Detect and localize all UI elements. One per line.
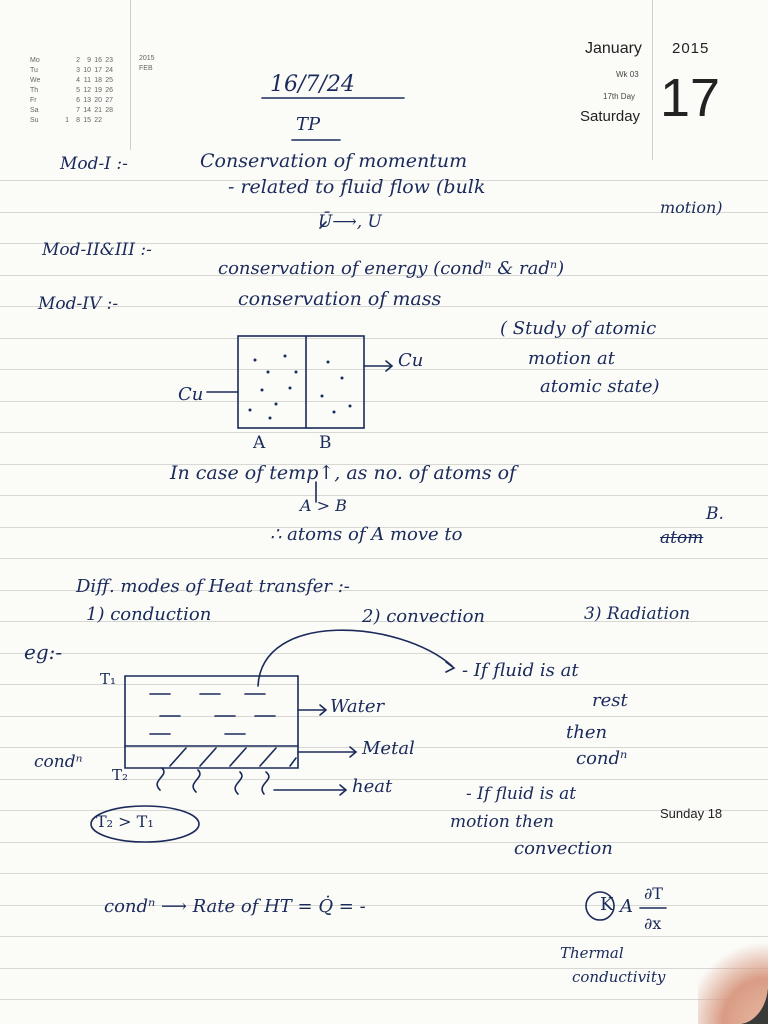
mini-calendar-date: 5 bbox=[76, 87, 80, 94]
t2-gt-t1-circle bbox=[91, 806, 199, 842]
mini-calendar-day-name: Th bbox=[30, 87, 39, 94]
atom-dots bbox=[249, 355, 352, 420]
temp-line: In case of temp↑, as no. of atoms of bbox=[170, 462, 517, 484]
formula-area: A bbox=[620, 896, 633, 917]
metal-arrow bbox=[298, 747, 356, 757]
mini-year: 2015 bbox=[139, 55, 155, 62]
rest-line-4: condⁿ bbox=[576, 748, 628, 769]
day-of-year: 17th Day bbox=[603, 92, 636, 101]
motion-line-2: motion then bbox=[450, 812, 555, 832]
mini-calendar-date: 7 bbox=[76, 107, 80, 114]
mini-calendar-day-name: Mo bbox=[30, 57, 40, 64]
b-label: B. bbox=[706, 504, 724, 524]
mod4-sub1: ( Study of atomic bbox=[500, 318, 657, 339]
rest-line-3: then bbox=[566, 722, 608, 743]
month-label: January bbox=[585, 40, 642, 57]
motion-line-3: convection bbox=[514, 838, 613, 859]
cu-right-label: Cu bbox=[398, 350, 424, 371]
mini-calendar-date: 14 bbox=[83, 107, 91, 114]
mini-calendar-date: 12 bbox=[83, 87, 91, 94]
mini-calendar-date: 21 bbox=[94, 107, 102, 114]
modes-title: Diff. modes of Heat transfer :- bbox=[76, 576, 350, 597]
block-a-label: A bbox=[253, 433, 266, 453]
next-day-label: Sunday 18 bbox=[660, 806, 723, 821]
heat-flames bbox=[157, 768, 269, 794]
heat-label: heat bbox=[352, 776, 393, 797]
convection-arrow bbox=[258, 630, 454, 686]
mini-calendar-day-name: Su bbox=[30, 117, 39, 124]
mini-calendar-date: 15 bbox=[83, 117, 91, 124]
mini-calendar-date: 28 bbox=[105, 107, 113, 114]
a-gt-b: A > B bbox=[300, 496, 347, 515]
mini-calendar-day-name: Sa bbox=[30, 107, 39, 114]
mod4-label: Mod-IV :- bbox=[38, 294, 119, 314]
mini-calendar-date: 19 bbox=[94, 87, 102, 94]
mini-calendar-day-name: Tu bbox=[30, 67, 38, 74]
thermal-label-1: Thermal bbox=[560, 944, 624, 962]
mini-calendar-day-name: Fr bbox=[30, 97, 37, 104]
note-subject: TP bbox=[296, 114, 321, 135]
mini-calendar-day-name: We bbox=[30, 77, 41, 84]
mini-calendar-date: 1 bbox=[65, 117, 69, 124]
mini-calendar-date: 18 bbox=[94, 77, 102, 84]
metal-hatching bbox=[170, 748, 296, 766]
block-b-label: B bbox=[319, 433, 332, 453]
mod1-symbol: Ū⟶, U bbox=[318, 212, 382, 232]
rest-line-2: rest bbox=[592, 690, 628, 711]
mini-calendar-date: 22 bbox=[94, 117, 102, 124]
hand-shadow bbox=[698, 934, 768, 1024]
mod1-text: Conservation of momentum bbox=[200, 150, 468, 172]
eg-label: eg:- bbox=[24, 640, 63, 664]
struck-word: atom bbox=[660, 528, 704, 548]
mini-calendar-date: 27 bbox=[105, 97, 113, 104]
weekday-label: Saturday bbox=[580, 108, 641, 125]
mini-calendar-date: 25 bbox=[105, 77, 113, 84]
mini-calendar-date: 20 bbox=[94, 97, 102, 104]
rate-line: condⁿ ⟶ Rate of HT = Q̇ = - bbox=[104, 896, 366, 917]
water-arrow bbox=[298, 705, 326, 715]
mini-calendar-date: 17 bbox=[94, 67, 102, 74]
mode-2: 2) convection bbox=[362, 606, 486, 627]
k-circle bbox=[586, 892, 614, 920]
note-date: 16/7/24 bbox=[270, 72, 355, 97]
mini-calendar-date: 11 bbox=[83, 77, 91, 84]
water-dashes bbox=[150, 694, 275, 734]
thermal-label-2: conductivity bbox=[572, 968, 666, 986]
mini-calendar-date: 3 bbox=[76, 67, 80, 74]
formula-numerator: ∂T bbox=[644, 884, 663, 903]
mini-calendar-date: 8 bbox=[76, 117, 80, 124]
mini-calendar-date: 23 bbox=[105, 57, 113, 64]
mod23-label: Mod-II&III :- bbox=[42, 240, 152, 260]
heat-arrow bbox=[274, 785, 346, 795]
mod1-label: Mod-I :- bbox=[60, 154, 128, 174]
cond-label: condⁿ bbox=[34, 752, 83, 772]
mini-calendar-date: 16 bbox=[94, 57, 102, 64]
mod1-sub2: motion) bbox=[660, 198, 723, 217]
mini-calendar-date: 24 bbox=[105, 67, 113, 74]
mini-calendar-date: 6 bbox=[76, 97, 80, 104]
k-symbol: K bbox=[600, 894, 614, 915]
week-label: Wk 03 bbox=[616, 70, 639, 79]
t1-label: T₁ bbox=[100, 670, 117, 688]
atoms-line: ∴ atoms of A move to bbox=[270, 524, 463, 545]
metal-label: Metal bbox=[362, 738, 415, 759]
mode-1: 1) conduction bbox=[86, 604, 212, 625]
mod4-sub2: motion at bbox=[528, 348, 616, 369]
mode-3: 3) Radiation bbox=[584, 604, 691, 624]
cu-right-arrow bbox=[364, 361, 392, 371]
mini-calendar-date: 2 bbox=[76, 57, 80, 64]
mini-calendar-date: 9 bbox=[87, 57, 91, 64]
mini-calendar-date: 13 bbox=[83, 97, 91, 104]
mod23-text: conservation of energy (condⁿ & radⁿ) bbox=[218, 258, 565, 279]
formula-denominator: ∂x bbox=[644, 914, 662, 933]
cu-left-label: Cu bbox=[178, 384, 204, 405]
rest-line-1: - If fluid is at bbox=[462, 660, 579, 681]
mod4-text: conservation of mass bbox=[238, 288, 442, 310]
t2-gt-t1: T₂ > T₁ bbox=[96, 812, 154, 831]
copper-blocks-outline bbox=[238, 336, 364, 428]
day-number: 17 bbox=[660, 68, 721, 128]
motion-line-1: - If fluid is at bbox=[466, 784, 577, 804]
mod1-sub: - related to fluid flow (bulk bbox=[228, 176, 486, 198]
mini-month: FEB bbox=[139, 65, 153, 72]
mini-calendar-date: 4 bbox=[76, 77, 80, 84]
mod4-sub3: atomic state) bbox=[540, 376, 660, 397]
year-label: 2015 bbox=[672, 40, 710, 57]
mini-calendar-date: 10 bbox=[83, 67, 91, 74]
symbol-tick bbox=[320, 222, 326, 228]
mini-calendar-date: 26 bbox=[105, 87, 113, 94]
water-label: Water bbox=[330, 696, 385, 717]
t2-label: T₂ bbox=[112, 766, 129, 784]
